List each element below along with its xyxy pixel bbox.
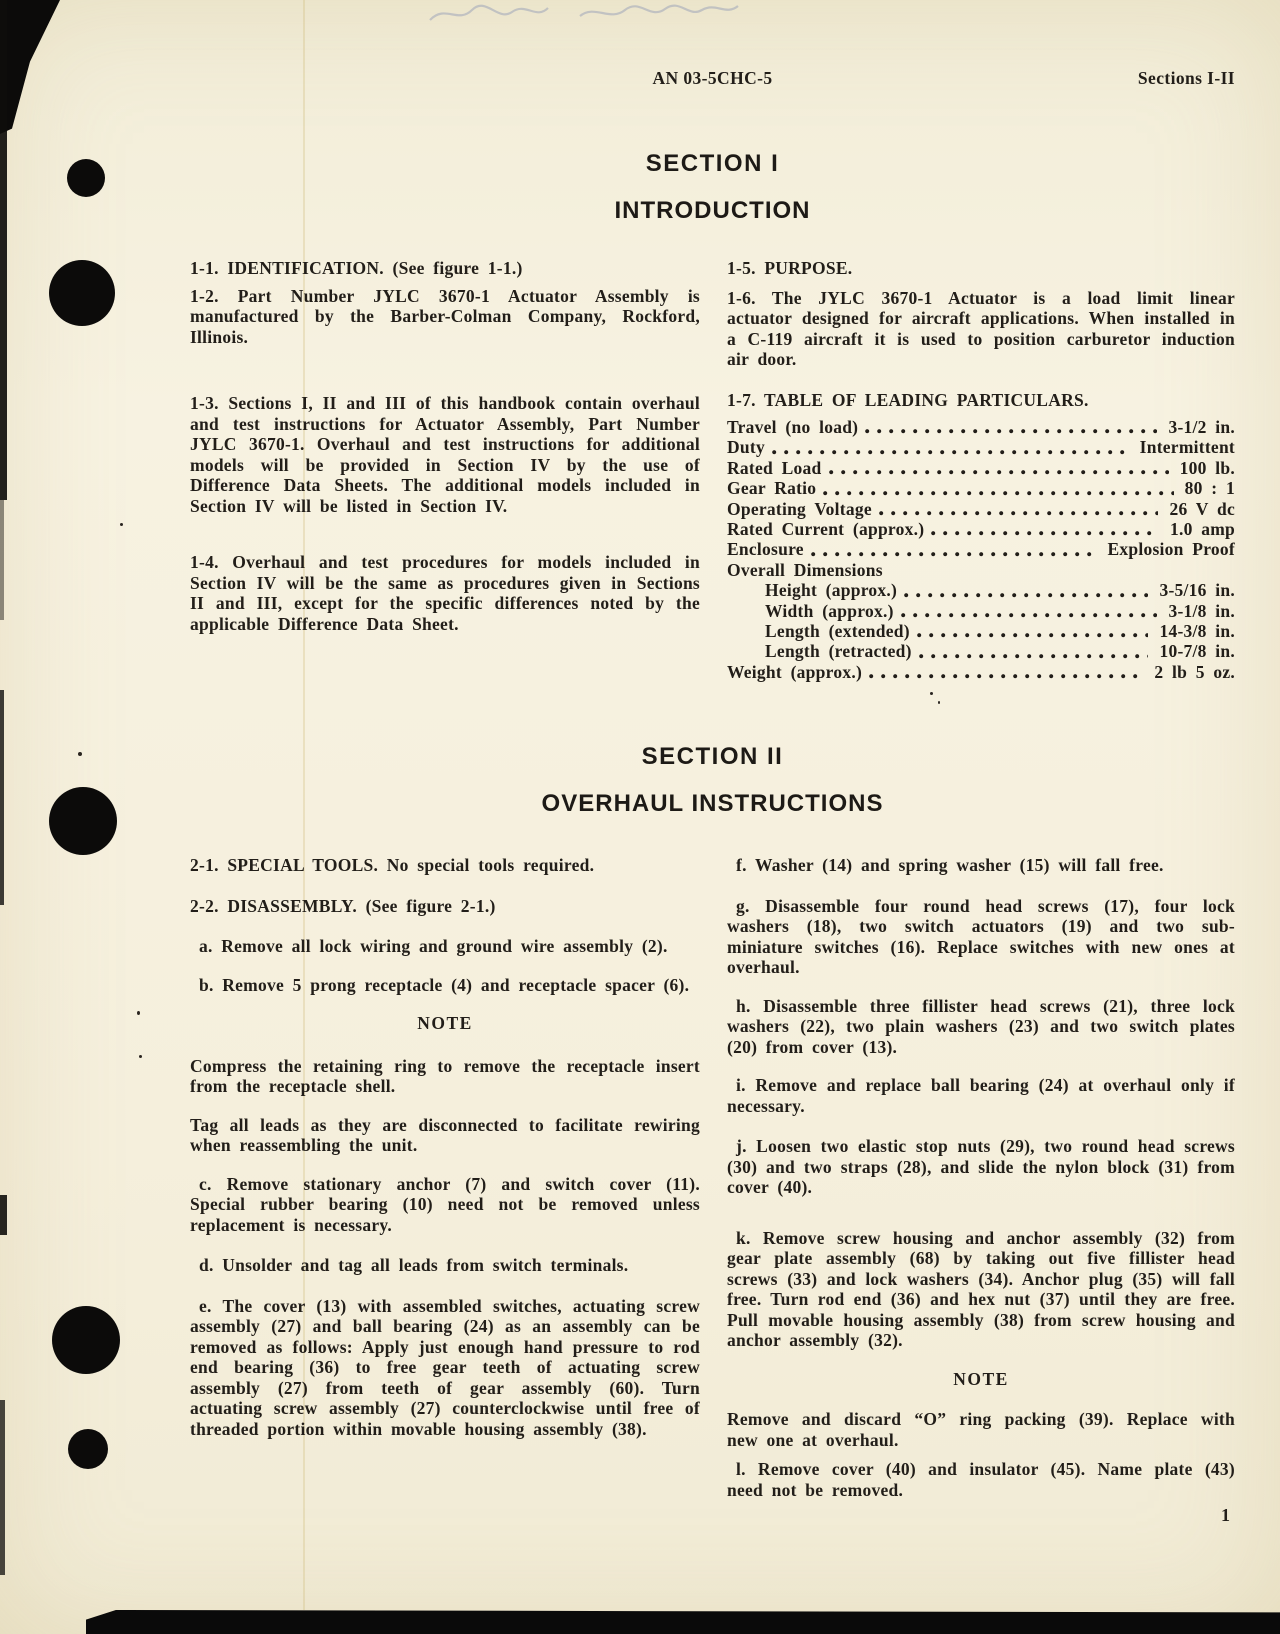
ink-speck <box>120 523 123 526</box>
step-f: f. Washer (14) and spring washer (15) will fall free. <box>736 855 1164 875</box>
particulars-label: Length (extended) <box>765 621 910 642</box>
particulars-row <box>727 539 1235 559</box>
particulars-row <box>727 458 1235 478</box>
bottom-scan-bar <box>86 1610 1280 1634</box>
particulars-label: Travel (no load) <box>727 417 859 437</box>
particulars-row <box>727 601 1235 621</box>
dot-leader <box>858 417 1162 437</box>
step-c: c. Remove stationary anchor (7) and switch cover (11). Special rubber bearing (10) need not be removed unless replacement is necessary. <box>190 1173 700 1235</box>
step-j: j. Loosen two elastic stop nuts (29), two round head screws (30) and two straps (28), and slide the nylon block (31) from cover (40). <box>727 1136 1235 1197</box>
leading-particulars-table <box>727 417 1235 682</box>
corner-fold-mark <box>0 0 60 134</box>
particulars-label: Enclosure <box>727 539 804 560</box>
step-i: i. Remove and replace ball bearing (24) at overhaul only if necessary. <box>727 1075 1235 1116</box>
scanner-edge-strip <box>0 1400 5 1575</box>
particulars-row <box>727 417 1235 437</box>
dot-leader <box>804 539 1102 559</box>
particulars-row <box>727 621 1235 641</box>
dot-leader <box>816 478 1178 498</box>
step-g: g. Disassemble four round head screws (17), four lock washers (18), two switch actuators (19) and two sub-miniature switches (16). Replace switches with new ones at overhaul. <box>727 895 1235 977</box>
step-b: b. Remove 5 prong receptacle (4) and receptacle spacer (6). <box>199 974 690 995</box>
particulars-value: Intermittent <box>1139 437 1235 458</box>
particulars-label: Gear Ratio <box>727 478 817 499</box>
section-2-subtitle: OVERHAUL INSTRUCTIONS <box>541 790 884 817</box>
dot-leader <box>822 458 1174 478</box>
section-1-subtitle: INTRODUCTION <box>614 197 811 224</box>
ink-speck <box>139 1055 142 1058</box>
section-2-right-column <box>727 855 1235 1500</box>
particulars-value: 14-3/8 in. <box>1159 621 1235 642</box>
scanner-edge-strip <box>0 500 4 620</box>
scanner-edge-strip <box>0 690 4 905</box>
sections-label: Sections I-II <box>1137 68 1235 88</box>
particulars-label: Rated Load <box>727 457 822 478</box>
paragraph-1-5: 1-5. PURPOSE. <box>727 258 853 278</box>
ink-speck <box>137 1011 140 1015</box>
particulars-value: 2 lb 5 oz. <box>1154 661 1235 682</box>
particulars-label: Weight (approx.) <box>727 661 863 682</box>
particulars-value: 3-1/2 in. <box>1168 417 1235 437</box>
hole-punch-mark <box>52 1306 120 1374</box>
particulars-label: Rated Current (approx.) <box>727 519 925 540</box>
particulars-value: 80 : 1 <box>1184 478 1235 499</box>
note-label: NOTE <box>417 1013 473 1033</box>
step-l: l. Remove cover (40) and insulator (45). Name plate (43) need not be removed. <box>727 1459 1235 1500</box>
dot-leader <box>897 580 1153 600</box>
hole-punch-mark <box>49 260 115 326</box>
section-2-left-column <box>190 855 700 1439</box>
hole-punch-mark <box>49 787 117 855</box>
particulars-row <box>727 641 1235 661</box>
section-2-title: SECTION II <box>641 743 784 770</box>
section-1-left-column <box>190 258 700 634</box>
handwriting-mark <box>420 0 750 30</box>
particulars-row <box>727 560 1235 580</box>
hole-punch-mark <box>67 159 105 197</box>
particulars-value: 3-5/16 in. <box>1159 580 1235 601</box>
dot-leader <box>924 519 1164 539</box>
particulars-label: Overall Dimensions <box>727 559 883 580</box>
particulars-label: Width (approx.) <box>765 600 894 621</box>
particulars-label: Height (approx.) <box>765 580 898 601</box>
paragraph-1-2: 1-2. Part Number JYLC 3670-1 Actuator Assembly is manufactured by the Barber-Colman Company, Rockford, Illinois. <box>190 285 700 347</box>
particulars-label: Length (retracted) <box>765 641 912 662</box>
page-number: 1 <box>1221 1505 1230 1525</box>
paragraph-1-1: 1-1. IDENTIFICATION. (See figure 1-1.) <box>190 258 523 278</box>
particulars-row <box>727 519 1235 539</box>
particulars-label: Operating Voltage <box>727 498 872 519</box>
section-1-heading <box>190 150 1235 225</box>
particulars-row <box>727 580 1235 600</box>
particulars-row <box>727 437 1235 457</box>
step-e: e. The cover (13) with assembled switches, actuating screw assembly (27) and ball bearing (24) as an assembly can be removed as follows: Apply just enough hand pressure to rod end bearing (36) to free gear teeth of actuating screw assembly (27) from teeth of gear assembly (60). Turn actuating screw assembly (27) counterclockwise until free of threaded portion within movable housing assembly (38). <box>190 1295 700 1439</box>
particulars-value: 1.0 amp <box>1169 519 1235 540</box>
step-a: a. Remove all lock wiring and ground wire assembly (2). <box>199 936 668 956</box>
paragraph-1-4: 1-4. Overhaul and test procedures for models included in Section IV will be the same as procedures given in Sections II and III, except for the specific differences noted by the applicable Difference Data Sheet. <box>190 552 700 634</box>
particulars-value: 3-1/8 in. <box>1168 600 1235 621</box>
particulars-value: Explosion Proof <box>1107 539 1235 560</box>
paragraph-1-6: 1-6. The JYLC 3670-1 Actuator is a load limit linear actuator designed for aircraft applications. When installed in a C-119 aircraft it is used to position carburetor induction air door. <box>727 287 1235 369</box>
hole-punch-mark <box>68 1429 108 1469</box>
dot-leader <box>872 499 1164 519</box>
scanner-edge-strip <box>0 0 7 500</box>
note-text: Remove and discard “O” ring packing (39). Replace with new one at overhaul. <box>727 1409 1235 1450</box>
dot-leader <box>912 641 1154 661</box>
particulars-label: Duty <box>727 437 765 458</box>
ink-speck <box>78 752 82 756</box>
particulars-value: 100 lb. <box>1179 457 1235 478</box>
note-text: Compress the retaining ring to remove the receptacle insert from the receptacle shell. <box>190 1055 700 1096</box>
particulars-row <box>727 499 1235 519</box>
step-d: d. Unsolder and tag all leads from switch terminals. <box>199 1255 629 1275</box>
dot-leader <box>862 662 1148 682</box>
scanner-edge-strip <box>0 1195 7 1235</box>
section-1-title: SECTION I <box>645 150 780 177</box>
dot-leader <box>765 437 1134 457</box>
paragraph-1-3: 1-3. Sections I, II and III of this handbook contain overhaul and test instructions for Actuator Assembly, Part Number JYLC 3670-1. Overhaul and test instructions for additional models will be provided in Section IV by the use of Difference Data Sheets. The additional models included in Section IV will be listed in Section IV. <box>190 393 700 516</box>
section-2-heading <box>190 743 1235 818</box>
ink-speck <box>938 701 940 704</box>
paragraph-1-7: 1-7. TABLE OF LEADING PARTICULARS. <box>727 389 1089 410</box>
note-text: Tag all leads as they are disconnected to facilitate rewiring when reassembling the unit. <box>190 1114 700 1155</box>
note-label: NOTE <box>953 1368 1009 1389</box>
doc-number: AN 03-5CHC-5 <box>652 68 773 88</box>
step-k: k. Remove screw housing and anchor assembly (32) from gear plate assembly (68) by taking out five fillister head screws (33) and lock washers (34). Anchor plug (35) will fall free. Turn rod end (36) and hex nut (37) until they are free. Pull movable housing assembly (38) from screw housing and anchor assembly (32). <box>727 1227 1235 1350</box>
step-h: h. Disassemble three fillister head screws (21), three lock washers (22), two plain washers (23) and two switch plates (20) from cover (13). <box>727 995 1235 1057</box>
dot-leader <box>894 601 1163 621</box>
particulars-row <box>727 662 1235 682</box>
section-1-right-column <box>727 258 1235 682</box>
particulars-value: 26 V dc <box>1169 498 1235 519</box>
paragraph-2-2: 2-2. DISASSEMBLY. (See figure 2-1.) <box>190 895 496 916</box>
particulars-row <box>727 478 1235 498</box>
paragraph-2-1: 2-1. SPECIAL TOOLS. No special tools required. <box>190 855 595 875</box>
particulars-value: 10-7/8 in. <box>1159 641 1235 662</box>
dot-leader <box>910 621 1154 641</box>
ink-speck <box>930 692 933 695</box>
